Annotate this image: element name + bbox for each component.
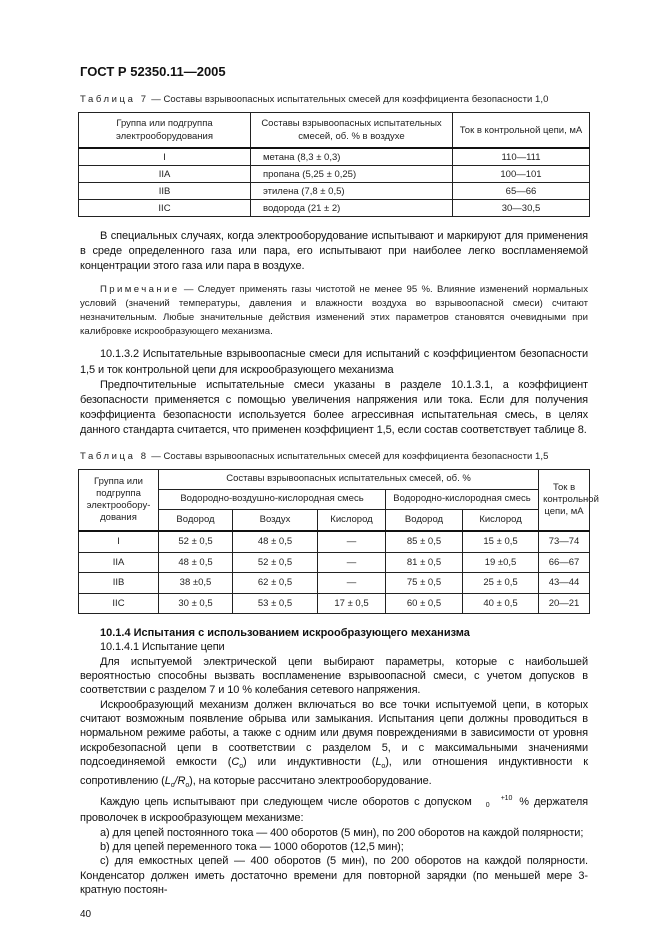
table8-header-group: Группа или подгруппа электрообору-дования: [79, 469, 159, 531]
table8-subheader-component: Кислород: [318, 509, 386, 531]
section-10-1-3-2: [80, 347, 588, 438]
value-cell: 38 ±0,5: [159, 573, 233, 594]
mixture-cell: водорода (21 ± 2): [251, 200, 453, 217]
paragraph-revolutions: [80, 794, 588, 826]
table8-subheader-component: Воздух: [233, 509, 318, 531]
current-cell: 66—67: [539, 552, 590, 573]
table-7: [78, 112, 590, 217]
section-text: Предпочтительные испытательные смеси указаны в разделе 10.1.3.1, а коэффициент безопасности применяется с помощью увеличения напряжения или тока. Если для получения коэффициента безопасности используется более агрессивная испытательная смесь, в целях данного стандарта считается, что применен коэффициент 1,5, если состав соответствует таблице 8.: [80, 378, 588, 437]
note-label: Примечание: [100, 283, 180, 295]
section-heading: 10.1.3.2 Испытательные взрывоопасные смеси для испытаний с коэффициентом безопасности 1,5 и ток контрольной цепи для искрообразующего механизма: [80, 348, 588, 376]
mixture-cell: пропана (5,25 ± 0,25): [251, 166, 453, 183]
symbol-C: [231, 756, 243, 768]
tolerance-minus: 0: [485, 801, 490, 809]
note: [80, 283, 588, 340]
mixture-cell: метана (8,3 ± 0,3): [251, 148, 453, 166]
group-cell: IIC: [79, 200, 251, 217]
table8-subheader-air-oxygen: Водородно-воздушно-кислородная смесь: [159, 489, 386, 509]
subscript: o: [239, 763, 244, 770]
section-heading: 10.1.4 Испытания с использованием искрообразующего механизма: [100, 627, 470, 640]
current-cell: 73—74: [539, 531, 590, 552]
table-row: [79, 183, 590, 200]
value-cell: 85 ± 0,5: [386, 531, 463, 552]
table-row: [79, 166, 590, 183]
list-item-b: b) для цепей переменного тока — 1000 оборотов (12,5 мин);: [100, 841, 404, 854]
group-cell: IIA: [79, 166, 251, 183]
table-row: [79, 573, 590, 594]
value-cell: 25 ± 0,5: [463, 573, 539, 594]
table-8: [78, 469, 599, 615]
value-cell: 48 ± 0,5: [159, 552, 233, 573]
group-cell: IIB: [79, 183, 251, 200]
sym: R: [177, 775, 186, 788]
paragraph-spark-mechanism: [80, 698, 588, 794]
page-content: [80, 64, 599, 921]
document-header: ГОСТ Р 52350.11—2005: [80, 64, 226, 79]
current-cell: 100—101: [453, 166, 590, 183]
value-cell: 62 ± 0,5: [233, 573, 318, 594]
table-row: [79, 200, 590, 217]
value-cell: 17 ± 0,5: [318, 593, 386, 614]
mixture-cell: этилена (7,8 ± 0,5): [251, 183, 453, 200]
value-cell: 52 ± 0,5: [233, 552, 318, 573]
text: Искрообразующий механизм должен включаться во все точки испытуемой цепи, в которых считают возможным появление обрыва или замыкания. Испытания цепи должны проводиться в нормальном режиме работы, а также с одним или двумя повреждениями в зависимости от уровня искробезопасной цепи в соответствии с разделом 5, и с максимальными значениями подсоединяемой емкости (: [80, 698, 588, 768]
tolerance: [481, 795, 513, 809]
list-item-a: a) для цепей постоянного тока — 400 оборотов (5 мин), по 200 оборотов на каждой полярности;: [100, 826, 584, 839]
table7-label: Таблица 7: [80, 94, 149, 105]
slash: /: [174, 775, 178, 788]
value-cell: 15 ± 0,5: [463, 531, 539, 552]
table8-header-current: Ток в контрольной цепи, мА: [539, 469, 590, 531]
table8-subheader-component: Водород: [159, 509, 233, 531]
table8-header-mix: Составы взрывоопасных испытательных смесей, об. %: [159, 469, 539, 489]
table8-caption: [80, 451, 588, 463]
value-cell: 48 ± 0,5: [233, 531, 318, 552]
value-cell: —: [318, 552, 386, 573]
note-text: — Следует применять газы чистотой не менее 95 %. Влияние изменений нормальных условий (значений температуры, давления и влажности воздуха во взрывоопасной смеси) считают незначительным. Любые значительные действия изменений этих параметров становятся очевидными при калибровке искрообразующего механизма.: [80, 283, 588, 338]
text: ) или индуктивности (: [243, 755, 376, 768]
table7-caption: [80, 94, 588, 106]
table8-subheader-component: Водород: [386, 509, 463, 531]
text: Каждую цепь испытывают при следующем числе оборотов с допуском: [100, 795, 477, 808]
sym: C: [231, 755, 240, 768]
group-cell: I: [79, 531, 159, 552]
value-cell: 60 ± 0,5: [386, 593, 463, 614]
value-cell: 52 ± 0,5: [159, 531, 233, 552]
current-cell: 65—66: [453, 183, 590, 200]
paragraph-parameters: Для испытуемой электрической цепи выбирают параметры, которые с наибольшей вероятностью способны вызвать воспламенение взрывоопасной смеси, с учетом допусков в соответствии с разделом 7 и 10 % колебания сетевого напряжения.: [80, 655, 588, 697]
section-10-1-4: [80, 626, 588, 897]
current-cell: 20—21: [539, 593, 590, 614]
table-row: [79, 552, 590, 573]
group-cell: IIA: [79, 552, 159, 573]
current-cell: 110—111: [453, 148, 590, 166]
group-cell: I: [79, 148, 251, 166]
value-cell: 81 ± 0,5: [386, 552, 463, 573]
table7-header-mix: Составы взрывоопасных испытательных смесей, об. % в воздухе: [251, 113, 453, 149]
symbol-L: [164, 775, 190, 790]
value-cell: 53 ± 0,5: [233, 593, 318, 614]
text: ), или отношения индуктивности к сопротивлению (: [80, 755, 589, 788]
tolerance-plus: +10: [500, 794, 513, 802]
current-cell: 30—30,5: [453, 200, 590, 217]
table8-title: — Составы взрывоопасных испытательных смесей для коэффициента безопасности 1,5: [148, 450, 549, 462]
list-item-c: c) для емкостных цепей — 400 оборотов (5 мин), по 200 оборотов на каждой полярности. Конденсатор должен иметь достаточно времени для повторной зарядки (по меньшей мере 3-кратную постоян-: [80, 855, 588, 896]
table-row: [79, 531, 590, 552]
table-row: [79, 593, 590, 614]
sym: L: [164, 775, 171, 788]
value-cell: —: [318, 573, 386, 594]
value-cell: 75 ± 0,5: [386, 573, 463, 594]
paragraph-special-cases: В специальных случаях, когда электрооборудование испытывают и маркируют для применения в среде определенного газа или пара, его испытывают при наиболее легко воспламеняемой концентрации этого газа или пара в воздухе.: [80, 230, 588, 273]
table7-header-group: Группа или подгруппа электрооборудования: [79, 113, 251, 149]
text: ), на которые рассчитано электрооборудование.: [189, 775, 432, 788]
subscript: o: [381, 763, 386, 770]
page-number: 40: [80, 909, 92, 921]
value-cell: 30 ± 0,5: [159, 593, 233, 614]
value-cell: 19 ±0,5: [463, 552, 539, 573]
group-cell: IIB: [79, 573, 159, 594]
table8-label: Таблица 8: [80, 450, 149, 462]
group-cell: IIC: [79, 593, 159, 614]
symbol-L: [375, 756, 385, 768]
table7-header-current: Ток в контрольной цепи, мА: [453, 113, 590, 149]
table8-subheader-component: Кислород: [463, 509, 539, 531]
subscript: o: [170, 782, 175, 790]
sym: L: [375, 755, 382, 768]
subscript: o: [185, 782, 190, 790]
subsection-heading: 10.1.4.1 Испытание цепи: [100, 641, 225, 654]
value-cell: —: [318, 531, 386, 552]
current-cell: 43—44: [539, 573, 590, 594]
text: % держателя проволочек в искрообразующем механизме:: [80, 795, 589, 824]
table-row: [79, 148, 590, 166]
table8-subheader-oxygen: Водородно-кислородная смесь: [386, 489, 539, 509]
table7-title: — Составы взрывоопасных испытательных смесей для коэффициента безопасности 1,0: [148, 94, 549, 105]
value-cell: 40 ± 0,5: [463, 593, 539, 614]
